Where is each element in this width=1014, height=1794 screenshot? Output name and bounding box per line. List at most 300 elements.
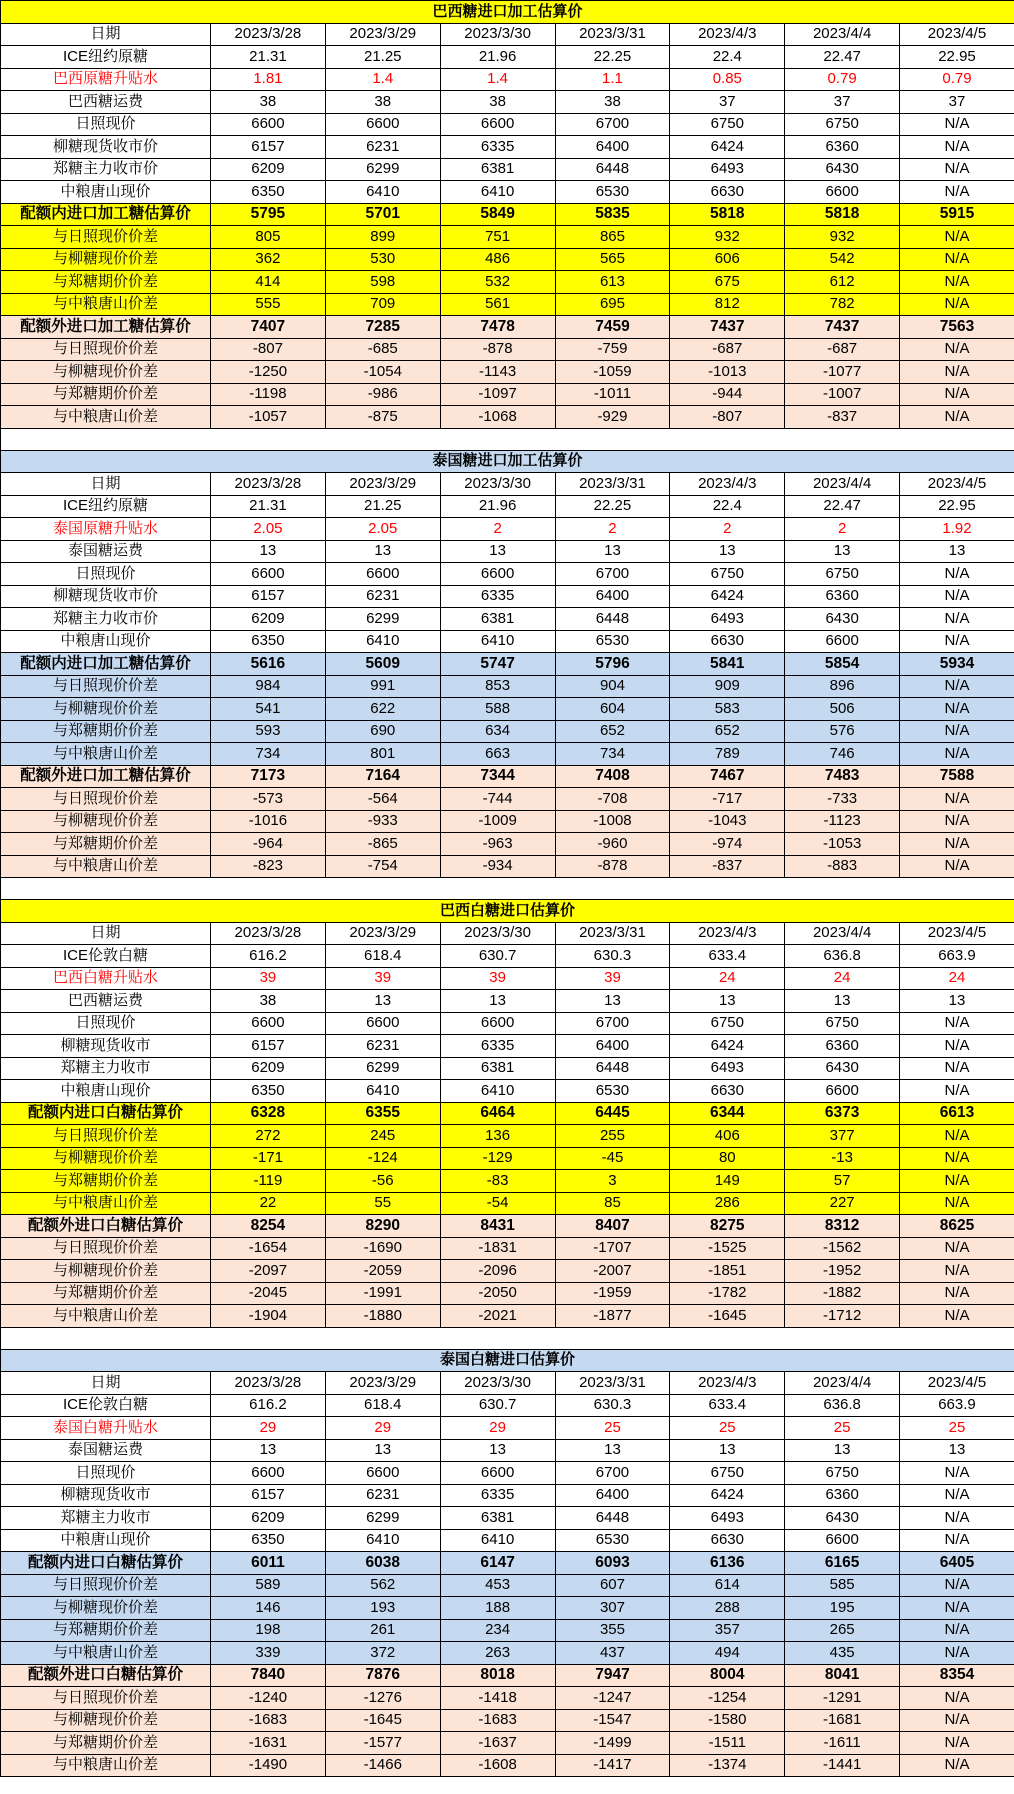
- row-label-cell[interactable]: 日照现价: [1, 1462, 211, 1485]
- value-cell[interactable]: 37: [900, 91, 1014, 114]
- value-cell[interactable]: 555: [211, 293, 326, 316]
- value-cell[interactable]: -837: [670, 855, 785, 878]
- value-cell[interactable]: -986: [325, 383, 440, 406]
- value-cell[interactable]: 38: [440, 91, 555, 114]
- value-cell[interactable]: 6410: [325, 1080, 440, 1103]
- value-cell[interactable]: 6750: [670, 563, 785, 586]
- value-cell[interactable]: 198: [211, 1619, 326, 1642]
- value-cell[interactable]: 6381: [440, 1507, 555, 1530]
- value-cell[interactable]: 5818: [785, 203, 900, 226]
- date-header-cell[interactable]: 2023/4/5: [900, 922, 1014, 945]
- row-label-cell[interactable]: 配额内进口白糖估算价: [1, 1552, 211, 1575]
- value-cell[interactable]: N/A: [900, 338, 1014, 361]
- value-cell[interactable]: 630.7: [440, 945, 555, 968]
- value-cell[interactable]: N/A: [900, 675, 1014, 698]
- value-cell[interactable]: N/A: [900, 1462, 1014, 1485]
- value-cell[interactable]: 6299: [325, 1057, 440, 1080]
- value-cell[interactable]: 576: [785, 720, 900, 743]
- value-cell[interactable]: -1831: [440, 1237, 555, 1260]
- value-cell[interactable]: 3: [555, 1170, 670, 1193]
- value-cell[interactable]: 6600: [211, 563, 326, 586]
- row-label-cell[interactable]: 泰国糖运费: [1, 540, 211, 563]
- value-cell[interactable]: -119: [211, 1170, 326, 1193]
- value-cell[interactable]: 6600: [211, 1462, 326, 1485]
- value-cell[interactable]: 414: [211, 271, 326, 294]
- date-header-cell[interactable]: 2023/4/3: [670, 922, 785, 945]
- value-cell[interactable]: 663.9: [900, 1394, 1014, 1417]
- value-cell[interactable]: 39: [555, 967, 670, 990]
- value-cell[interactable]: 8254: [211, 1215, 326, 1238]
- value-cell[interactable]: 13: [670, 540, 785, 563]
- value-cell[interactable]: 607: [555, 1574, 670, 1597]
- value-cell[interactable]: -1059: [555, 361, 670, 384]
- row-label-cell[interactable]: 郑糖主力收市价: [1, 608, 211, 631]
- date-header-cell[interactable]: 2023/3/28: [211, 23, 326, 46]
- value-cell[interactable]: 6381: [440, 1057, 555, 1080]
- value-cell[interactable]: 13: [670, 990, 785, 1013]
- value-cell[interactable]: 6335: [440, 585, 555, 608]
- value-cell[interactable]: 6335: [440, 1484, 555, 1507]
- header-label-cell[interactable]: 日期: [1, 473, 211, 496]
- date-header-cell[interactable]: 2023/3/29: [325, 922, 440, 945]
- value-cell[interactable]: 5835: [555, 203, 670, 226]
- row-label-cell[interactable]: 与郑糖期价价差: [1, 271, 211, 294]
- value-cell[interactable]: 13: [440, 540, 555, 563]
- row-label-cell[interactable]: 与郑糖期价价差: [1, 383, 211, 406]
- value-cell[interactable]: 7285: [325, 316, 440, 339]
- value-cell[interactable]: 7840: [211, 1664, 326, 1687]
- value-cell[interactable]: 6750: [785, 1012, 900, 1035]
- value-cell[interactable]: -2007: [555, 1260, 670, 1283]
- value-cell[interactable]: -823: [211, 855, 326, 878]
- value-cell[interactable]: -1654: [211, 1237, 326, 1260]
- date-header-cell[interactable]: 2023/4/5: [900, 23, 1014, 46]
- value-cell[interactable]: 24: [900, 967, 1014, 990]
- row-label-cell[interactable]: 与郑糖期价价差: [1, 1732, 211, 1755]
- value-cell[interactable]: 896: [785, 675, 900, 698]
- row-label-cell[interactable]: ICE伦敦白糖: [1, 1394, 211, 1417]
- value-cell[interactable]: 604: [555, 698, 670, 721]
- row-label-cell[interactable]: 柳糖现货收市价: [1, 136, 211, 159]
- value-cell[interactable]: 541: [211, 698, 326, 721]
- row-label-cell[interactable]: 与日照现价价差: [1, 338, 211, 361]
- value-cell[interactable]: -1877: [555, 1305, 670, 1328]
- value-cell[interactable]: 6350: [211, 630, 326, 653]
- section-title[interactable]: 巴西糖进口加工估算价: [1, 1, 1014, 24]
- value-cell[interactable]: 21.31: [211, 46, 326, 69]
- value-cell[interactable]: -1013: [670, 361, 785, 384]
- header-label-cell[interactable]: 日期: [1, 23, 211, 46]
- value-cell[interactable]: 6400: [555, 585, 670, 608]
- value-cell[interactable]: N/A: [900, 1754, 1014, 1777]
- value-cell[interactable]: 8625: [900, 1215, 1014, 1238]
- value-cell[interactable]: 805: [211, 226, 326, 249]
- value-cell[interactable]: 6630: [670, 1529, 785, 1552]
- value-cell[interactable]: 7478: [440, 316, 555, 339]
- value-cell[interactable]: -1291: [785, 1687, 900, 1710]
- row-label-cell[interactable]: 配额内进口加工糖估算价: [1, 653, 211, 676]
- value-cell[interactable]: -54: [440, 1192, 555, 1215]
- value-cell[interactable]: -1580: [670, 1709, 785, 1732]
- value-cell[interactable]: -1123: [785, 810, 900, 833]
- row-label-cell[interactable]: 与日照现价价差: [1, 1687, 211, 1710]
- row-label-cell[interactable]: 柳糖现货收市: [1, 1035, 211, 1058]
- row-label-cell[interactable]: 与中粮唐山价差: [1, 1305, 211, 1328]
- value-cell[interactable]: 5701: [325, 203, 440, 226]
- value-cell[interactable]: N/A: [900, 1170, 1014, 1193]
- value-cell[interactable]: 8407: [555, 1215, 670, 1238]
- value-cell[interactable]: 801: [325, 743, 440, 766]
- value-cell[interactable]: 6600: [440, 1012, 555, 1035]
- value-cell[interactable]: 29: [325, 1417, 440, 1440]
- value-cell[interactable]: 6600: [785, 1529, 900, 1552]
- value-cell[interactable]: N/A: [900, 810, 1014, 833]
- value-cell[interactable]: 13: [325, 540, 440, 563]
- value-cell[interactable]: -1611: [785, 1732, 900, 1755]
- value-cell[interactable]: 25: [785, 1417, 900, 1440]
- value-cell[interactable]: -1645: [670, 1305, 785, 1328]
- value-cell[interactable]: 453: [440, 1574, 555, 1597]
- value-cell[interactable]: N/A: [900, 1057, 1014, 1080]
- value-cell[interactable]: -1959: [555, 1282, 670, 1305]
- value-cell[interactable]: 5818: [670, 203, 785, 226]
- row-label-cell[interactable]: 与郑糖期价价差: [1, 833, 211, 856]
- row-label-cell[interactable]: 与郑糖期价价差: [1, 1170, 211, 1193]
- value-cell[interactable]: 55: [325, 1192, 440, 1215]
- row-label-cell[interactable]: 配额外进口白糖估算价: [1, 1215, 211, 1238]
- row-label-cell[interactable]: 柳糖现货收市: [1, 1484, 211, 1507]
- value-cell[interactable]: N/A: [900, 1507, 1014, 1530]
- value-cell[interactable]: -1511: [670, 1732, 785, 1755]
- value-cell[interactable]: 37: [785, 91, 900, 114]
- value-cell[interactable]: 652: [670, 720, 785, 743]
- value-cell[interactable]: 255: [555, 1125, 670, 1148]
- value-cell[interactable]: -944: [670, 383, 785, 406]
- row-label-cell[interactable]: 郑糖主力收市: [1, 1507, 211, 1530]
- value-cell[interactable]: -1991: [325, 1282, 440, 1305]
- value-cell[interactable]: -1637: [440, 1732, 555, 1755]
- value-cell[interactable]: 616.2: [211, 1394, 326, 1417]
- value-cell[interactable]: 899: [325, 226, 440, 249]
- value-cell[interactable]: 5849: [440, 203, 555, 226]
- value-cell[interactable]: 8431: [440, 1215, 555, 1238]
- value-cell[interactable]: 406: [670, 1125, 785, 1148]
- value-cell[interactable]: 25: [670, 1417, 785, 1440]
- row-label-cell[interactable]: 泰国糖运费: [1, 1439, 211, 1462]
- value-cell[interactable]: 6209: [211, 1507, 326, 1530]
- value-cell[interactable]: 6600: [785, 630, 900, 653]
- value-cell[interactable]: -564: [325, 788, 440, 811]
- value-cell[interactable]: 588: [440, 698, 555, 721]
- value-cell[interactable]: 6157: [211, 136, 326, 159]
- row-label-cell[interactable]: 配额外进口白糖估算价: [1, 1664, 211, 1687]
- value-cell[interactable]: 2: [785, 518, 900, 541]
- value-cell[interactable]: 6424: [670, 1035, 785, 1058]
- value-cell[interactable]: 13: [555, 990, 670, 1013]
- value-cell[interactable]: 663: [440, 743, 555, 766]
- value-cell[interactable]: 6373: [785, 1102, 900, 1125]
- value-cell[interactable]: 13: [440, 990, 555, 1013]
- value-cell[interactable]: 6147: [440, 1552, 555, 1575]
- value-cell[interactable]: N/A: [900, 1080, 1014, 1103]
- date-header-cell[interactable]: 2023/4/3: [670, 1372, 785, 1395]
- value-cell[interactable]: -1054: [325, 361, 440, 384]
- value-cell[interactable]: 7483: [785, 765, 900, 788]
- row-label-cell[interactable]: 与日照现价价差: [1, 1574, 211, 1597]
- value-cell[interactable]: 0.85: [670, 68, 785, 91]
- value-cell[interactable]: 13: [785, 990, 900, 1013]
- value-cell[interactable]: 6231: [325, 1035, 440, 1058]
- value-cell[interactable]: 6700: [555, 563, 670, 586]
- value-cell[interactable]: 6410: [440, 181, 555, 204]
- value-cell[interactable]: 7344: [440, 765, 555, 788]
- value-cell[interactable]: N/A: [900, 136, 1014, 159]
- value-cell[interactable]: 13: [900, 540, 1014, 563]
- value-cell[interactable]: 6600: [440, 113, 555, 136]
- date-header-cell[interactable]: 2023/3/28: [211, 473, 326, 496]
- value-cell[interactable]: 261: [325, 1619, 440, 1642]
- value-cell[interactable]: N/A: [900, 630, 1014, 653]
- date-header-cell[interactable]: 2023/4/5: [900, 1372, 1014, 1395]
- value-cell[interactable]: 288: [670, 1597, 785, 1620]
- date-header-cell[interactable]: 2023/3/31: [555, 922, 670, 945]
- row-label-cell[interactable]: 巴西白糖升贴水: [1, 967, 211, 990]
- value-cell[interactable]: 80: [670, 1147, 785, 1170]
- value-cell[interactable]: 663.9: [900, 945, 1014, 968]
- value-cell[interactable]: 984: [211, 675, 326, 698]
- value-cell[interactable]: 85: [555, 1192, 670, 1215]
- value-cell[interactable]: 1.92: [900, 518, 1014, 541]
- row-label-cell[interactable]: 与柳糖现价价差: [1, 1147, 211, 1170]
- value-cell[interactable]: 6328: [211, 1102, 326, 1125]
- value-cell[interactable]: -1631: [211, 1732, 326, 1755]
- value-cell[interactable]: 6350: [211, 181, 326, 204]
- value-cell[interactable]: 149: [670, 1170, 785, 1193]
- value-cell[interactable]: N/A: [900, 248, 1014, 271]
- value-cell[interactable]: 734: [555, 743, 670, 766]
- row-label-cell[interactable]: 与柳糖现价价差: [1, 1597, 211, 1620]
- row-label-cell[interactable]: 中粮唐山现价: [1, 181, 211, 204]
- value-cell[interactable]: N/A: [900, 1012, 1014, 1035]
- value-cell[interactable]: 22.95: [900, 495, 1014, 518]
- value-cell[interactable]: 0.79: [785, 68, 900, 91]
- value-cell[interactable]: 8275: [670, 1215, 785, 1238]
- value-cell[interactable]: -1009: [440, 810, 555, 833]
- value-cell[interactable]: 7947: [555, 1664, 670, 1687]
- value-cell[interactable]: 6400: [555, 136, 670, 159]
- value-cell[interactable]: -1008: [555, 810, 670, 833]
- row-label-cell[interactable]: 与柳糖现价价差: [1, 248, 211, 271]
- value-cell[interactable]: -124: [325, 1147, 440, 1170]
- value-cell[interactable]: 6350: [211, 1080, 326, 1103]
- value-cell[interactable]: 6355: [325, 1102, 440, 1125]
- value-cell[interactable]: 6448: [555, 158, 670, 181]
- value-cell[interactable]: 21.25: [325, 46, 440, 69]
- value-cell[interactable]: 614: [670, 1574, 785, 1597]
- value-cell[interactable]: -687: [785, 338, 900, 361]
- value-cell[interactable]: 7588: [900, 765, 1014, 788]
- value-cell[interactable]: 25: [555, 1417, 670, 1440]
- value-cell[interactable]: 6335: [440, 136, 555, 159]
- value-cell[interactable]: 38: [211, 91, 326, 114]
- section-title[interactable]: 泰国白糖进口估算价: [1, 1349, 1014, 1372]
- value-cell[interactable]: -685: [325, 338, 440, 361]
- value-cell[interactable]: 13: [785, 540, 900, 563]
- value-cell[interactable]: 1.81: [211, 68, 326, 91]
- value-cell[interactable]: 339: [211, 1642, 326, 1665]
- row-label-cell[interactable]: ICE纽约原糖: [1, 46, 211, 69]
- value-cell[interactable]: 532: [440, 271, 555, 294]
- value-cell[interactable]: 22.25: [555, 495, 670, 518]
- date-header-cell[interactable]: 2023/3/30: [440, 23, 555, 46]
- value-cell[interactable]: 853: [440, 675, 555, 698]
- value-cell[interactable]: 6600: [211, 1012, 326, 1035]
- value-cell[interactable]: 435: [785, 1642, 900, 1665]
- value-cell[interactable]: -1525: [670, 1237, 785, 1260]
- value-cell[interactable]: N/A: [900, 563, 1014, 586]
- value-cell[interactable]: -2096: [440, 1260, 555, 1283]
- row-label-cell[interactable]: 巴西糖运费: [1, 990, 211, 1013]
- value-cell[interactable]: -934: [440, 855, 555, 878]
- value-cell[interactable]: N/A: [900, 181, 1014, 204]
- value-cell[interactable]: -2097: [211, 1260, 326, 1283]
- value-cell[interactable]: 6299: [325, 608, 440, 631]
- value-cell[interactable]: 630.3: [555, 945, 670, 968]
- header-label-cell[interactable]: 日期: [1, 1372, 211, 1395]
- value-cell[interactable]: -1880: [325, 1305, 440, 1328]
- value-cell[interactable]: 8018: [440, 1664, 555, 1687]
- value-cell[interactable]: 6600: [440, 563, 555, 586]
- value-cell[interactable]: -807: [670, 406, 785, 429]
- value-cell[interactable]: 6493: [670, 608, 785, 631]
- value-cell[interactable]: N/A: [900, 1597, 1014, 1620]
- value-cell[interactable]: 6700: [555, 1462, 670, 1485]
- value-cell[interactable]: 6600: [785, 181, 900, 204]
- section-title[interactable]: 巴西白糖进口估算价: [1, 900, 1014, 923]
- date-header-cell[interactable]: 2023/3/29: [325, 1372, 440, 1395]
- value-cell[interactable]: 6011: [211, 1552, 326, 1575]
- row-label-cell[interactable]: 中粮唐山现价: [1, 630, 211, 653]
- value-cell[interactable]: 6530: [555, 630, 670, 653]
- value-cell[interactable]: -708: [555, 788, 670, 811]
- value-cell[interactable]: N/A: [900, 608, 1014, 631]
- row-label-cell[interactable]: 日照现价: [1, 1012, 211, 1035]
- value-cell[interactable]: N/A: [900, 1282, 1014, 1305]
- value-cell[interactable]: 13: [440, 1439, 555, 1462]
- value-cell[interactable]: 6209: [211, 158, 326, 181]
- row-label-cell[interactable]: 中粮唐山现价: [1, 1529, 211, 1552]
- value-cell[interactable]: 585: [785, 1574, 900, 1597]
- row-label-cell[interactable]: 柳糖现货收市价: [1, 585, 211, 608]
- value-cell[interactable]: 362: [211, 248, 326, 271]
- value-cell[interactable]: -2021: [440, 1305, 555, 1328]
- row-label-cell[interactable]: 与日照现价价差: [1, 1125, 211, 1148]
- value-cell[interactable]: 904: [555, 675, 670, 698]
- value-cell[interactable]: N/A: [900, 698, 1014, 721]
- value-cell[interactable]: 746: [785, 743, 900, 766]
- value-cell[interactable]: 38: [211, 990, 326, 1013]
- value-cell[interactable]: N/A: [900, 1619, 1014, 1642]
- value-cell[interactable]: 13: [670, 1439, 785, 1462]
- value-cell[interactable]: 355: [555, 1619, 670, 1642]
- value-cell[interactable]: 6350: [211, 1529, 326, 1552]
- value-cell[interactable]: 263: [440, 1642, 555, 1665]
- date-header-cell[interactable]: 2023/3/28: [211, 1372, 326, 1395]
- date-header-cell[interactable]: 2023/3/30: [440, 473, 555, 496]
- value-cell[interactable]: 6448: [555, 1057, 670, 1080]
- value-cell[interactable]: 561: [440, 293, 555, 316]
- value-cell[interactable]: 613: [555, 271, 670, 294]
- value-cell[interactable]: 22.47: [785, 495, 900, 518]
- value-cell[interactable]: -1547: [555, 1709, 670, 1732]
- value-cell[interactable]: N/A: [900, 1125, 1014, 1148]
- row-label-cell[interactable]: 配额外进口加工糖估算价: [1, 316, 211, 339]
- value-cell[interactable]: 932: [670, 226, 785, 249]
- value-cell[interactable]: -573: [211, 788, 326, 811]
- value-cell[interactable]: 21.31: [211, 495, 326, 518]
- value-cell[interactable]: N/A: [900, 293, 1014, 316]
- value-cell[interactable]: -1782: [670, 1282, 785, 1305]
- value-cell[interactable]: 6299: [325, 1507, 440, 1530]
- value-cell[interactable]: 6381: [440, 158, 555, 181]
- value-cell[interactable]: 6430: [785, 158, 900, 181]
- value-cell[interactable]: 38: [325, 91, 440, 114]
- value-cell[interactable]: -929: [555, 406, 670, 429]
- value-cell[interactable]: 13: [325, 990, 440, 1013]
- value-cell[interactable]: -759: [555, 338, 670, 361]
- value-cell[interactable]: -1043: [670, 810, 785, 833]
- value-cell[interactable]: 6424: [670, 136, 785, 159]
- value-cell[interactable]: 245: [325, 1125, 440, 1148]
- value-cell[interactable]: N/A: [900, 1574, 1014, 1597]
- value-cell[interactable]: 39: [211, 967, 326, 990]
- value-cell[interactable]: 6360: [785, 136, 900, 159]
- value-cell[interactable]: N/A: [900, 1484, 1014, 1507]
- value-cell[interactable]: 8290: [325, 1215, 440, 1238]
- value-cell[interactable]: 7164: [325, 765, 440, 788]
- value-cell[interactable]: -1097: [440, 383, 555, 406]
- value-cell[interactable]: 6445: [555, 1102, 670, 1125]
- value-cell[interactable]: 7459: [555, 316, 670, 339]
- value-cell[interactable]: 29: [211, 1417, 326, 1440]
- value-cell[interactable]: 6750: [785, 113, 900, 136]
- value-cell[interactable]: -1418: [440, 1687, 555, 1710]
- value-cell[interactable]: N/A: [900, 226, 1014, 249]
- value-cell[interactable]: 6630: [670, 630, 785, 653]
- date-header-cell[interactable]: 2023/4/4: [785, 1372, 900, 1395]
- value-cell[interactable]: 6600: [325, 1012, 440, 1035]
- value-cell[interactable]: 8354: [900, 1664, 1014, 1687]
- row-label-cell[interactable]: 与中粮唐山价差: [1, 1754, 211, 1777]
- value-cell[interactable]: 193: [325, 1597, 440, 1620]
- value-cell[interactable]: 7563: [900, 316, 1014, 339]
- value-cell[interactable]: 6630: [670, 1080, 785, 1103]
- value-cell[interactable]: -1577: [325, 1732, 440, 1755]
- value-cell[interactable]: N/A: [900, 833, 1014, 856]
- value-cell[interactable]: 6038: [325, 1552, 440, 1575]
- value-cell[interactable]: 6493: [670, 1057, 785, 1080]
- value-cell[interactable]: 6209: [211, 608, 326, 631]
- value-cell[interactable]: -878: [555, 855, 670, 878]
- value-cell[interactable]: 675: [670, 271, 785, 294]
- value-cell[interactable]: 39: [325, 967, 440, 990]
- row-label-cell[interactable]: 泰国原糖升贴水: [1, 518, 211, 541]
- row-label-cell[interactable]: 与柳糖现价价差: [1, 810, 211, 833]
- value-cell[interactable]: -1882: [785, 1282, 900, 1305]
- value-cell[interactable]: 865: [555, 226, 670, 249]
- value-cell[interactable]: N/A: [900, 855, 1014, 878]
- value-cell[interactable]: 6493: [670, 158, 785, 181]
